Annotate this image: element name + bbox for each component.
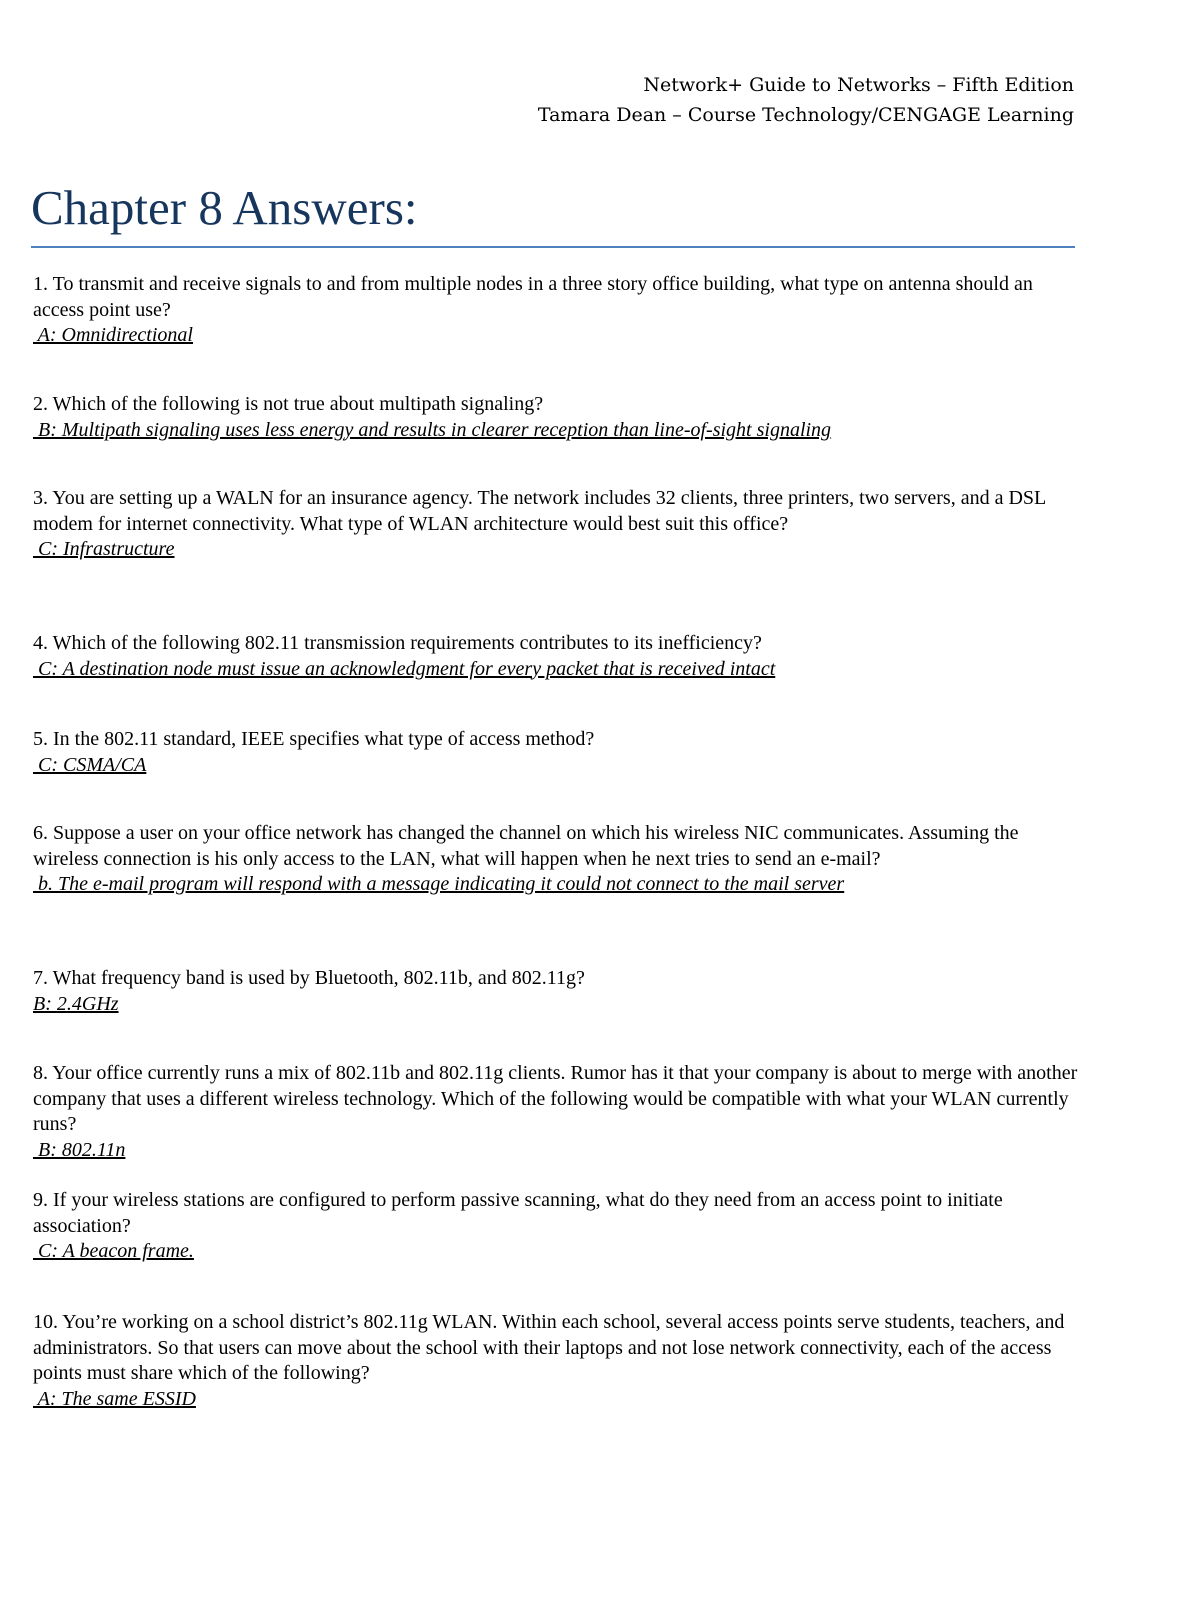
qa-item-5 [33,727,1083,778]
document-header [538,70,1074,130]
question-text: 1. To transmit and receive signals to and from multiple nodes in a three story office building, what type on antenna should an access point use? [33,273,1033,321]
question-text: 6. Suppose a user on your office network has changed the channel on which his wireless NIC communicates. Assuming the wireless connection is his only access to the LAN, what will happen when he next tries to send an e-mail? [33,822,1019,870]
answer-text: B: 802.11n [33,1138,126,1161]
question-text: 3. You are setting up a WALN for an insurance agency. The network includes 32 clients, three printers, two servers, and a DSL modem for internet connectivity. What type of WLAN architecture would best suit this office? [33,487,1046,535]
qa-item-4 [33,631,1083,682]
answer-text: B: Multipath signaling uses less energy and results in clearer reception than line-of-sight signaling [33,418,832,441]
question-text: 7. What frequency band is used by Bluetooth, 802.11b, and 802.11g? [33,967,585,989]
answer-text: C: CSMA/CA [33,753,147,776]
answer-text: A: The same ESSID [33,1387,196,1410]
qa-item-1 [33,272,1083,349]
answer-text: A: Omnidirectional [33,324,193,347]
answer-text: C: A beacon frame. [33,1240,194,1263]
question-text: 5. In the 802.11 standard, IEEE specifies what type of access method? [33,728,595,750]
qa-item-9 [33,1188,1083,1265]
qa-item-3 [33,486,1083,563]
answer-text: b. The e-mail program will respond with a message indicating it could not connect to the mail server [33,873,845,896]
header-book-title: Network+ Guide to Networks – Fifth Edition [643,74,1074,96]
qa-item-8 [33,1061,1083,1163]
title-underline-rule [31,246,1075,248]
answer-text: C: A destination node must issue an acknowledgment for every packet that is received intact [33,657,776,680]
question-text: 9. If your wireless stations are configured to perform passive scanning, what do they need from an access point to initiate association? [33,1189,1003,1237]
qa-item-2 [33,392,1083,443]
question-text: 4. Which of the following 802.11 transmission requirements contributes to its inefficiency? [33,632,762,654]
page-title: Chapter 8 Answers: [31,180,418,235]
question-text: 2. Which of the following is not true about multipath signaling? [33,393,544,415]
answer-text: B: 2.4GHz [33,992,119,1015]
qa-item-6 [33,821,1083,898]
qa-item-7 [33,966,1083,1017]
qa-item-10 [33,1310,1083,1412]
question-text: 8. Your office currently runs a mix of 802.11b and 802.11g clients. Rumor has it that your company is about to merge with another company that uses a different wireless technology. Which of the following would be compatible with what your WLAN currently runs? [33,1062,1078,1136]
header-author-publisher: Tamara Dean – Course Technology/CENGAGE Learning [537,104,1074,126]
question-text: 10. You’re working on a school district’s 802.11g WLAN. Within each school, several access points serve students, teachers, and administrators. So that users can move about the school with their laptops and not lose network connectivity, each of the access points must share which of the following? [33,1311,1065,1385]
answer-text: C: Infrastructure [33,538,175,561]
